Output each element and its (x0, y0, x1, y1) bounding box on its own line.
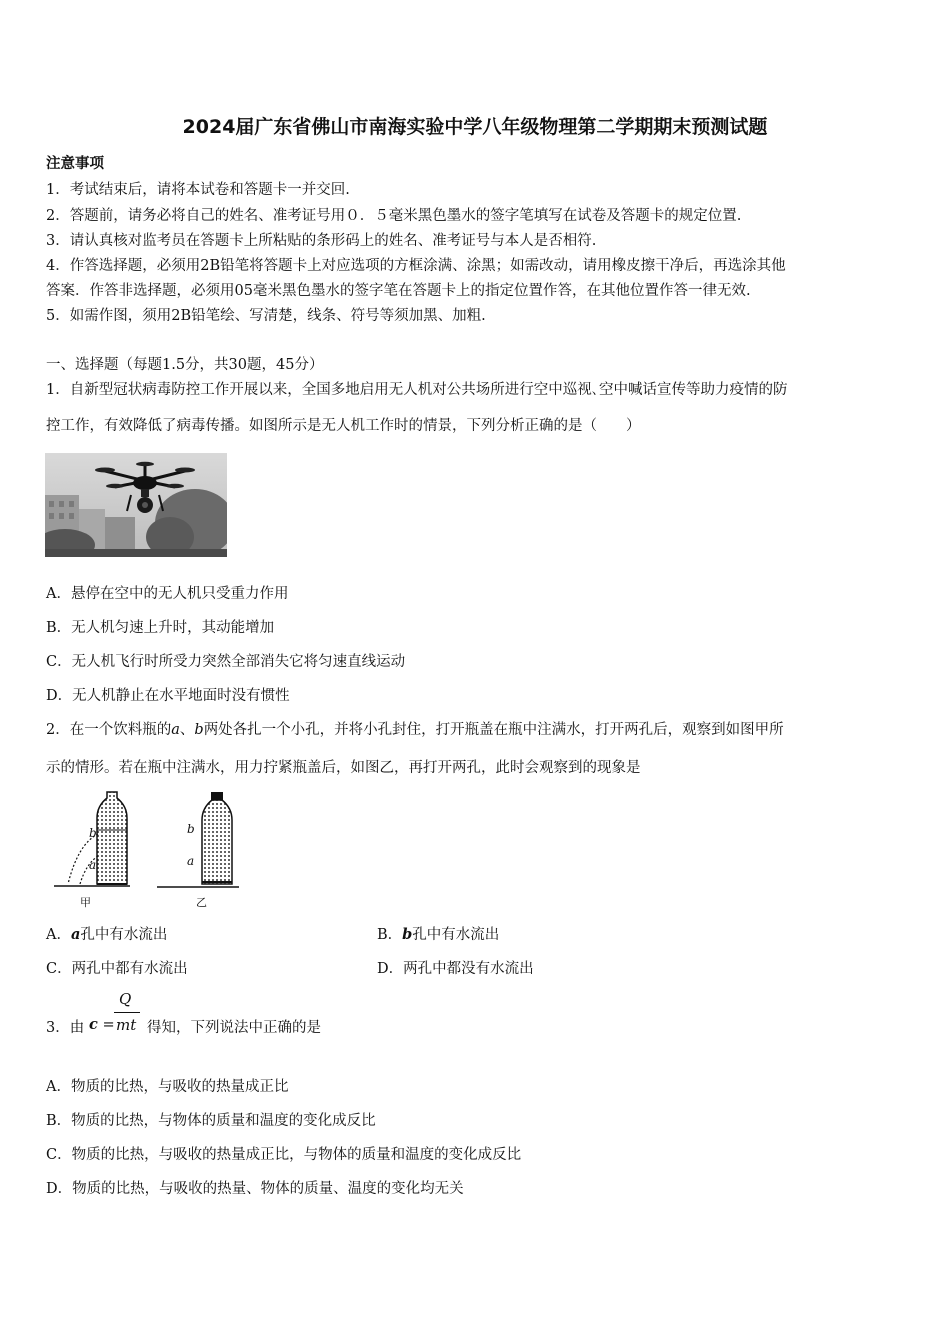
q2-option-a: A．a孔中有水流出 (46, 926, 168, 943)
label-b: b (89, 826, 97, 840)
notice-item: 3．请认真核对监考员在答题卡上所粘贴的条形码上的姓名、准考证号与本人是否相符. (46, 233, 597, 249)
q2-stem-line2: 示的情形。若在瓶中注满水，用力拧紧瓶盖后，如图乙，再打开两孔，此时会观察到的现象是 (46, 760, 641, 776)
bottle-figure-jia (52, 790, 132, 890)
q1-stem-line1: 1．自新型冠状病毒防控工作开展以来，全国多地启用无人机对公共场所进行空中巡视､空中喊话宣传等助力疫情的防 (46, 382, 788, 398)
q1-option-d: D．无人机静止在水平地面时没有惯性 (46, 688, 290, 704)
q3-formula-numerator: Q (119, 990, 132, 1008)
notice-item: 1．考试结束后，请将本试卷和答题卡一并交回. (46, 182, 350, 198)
q3-option-c: C．物质的比热，与吸收的热量成正比，与物体的质量和温度的变化成反比 (46, 1147, 522, 1163)
q2-option-d: D．两孔中都没有水流出 (377, 961, 534, 977)
section-heading: 一、选择题（每题1.5分，共30题，45分） (46, 357, 324, 373)
q3-option-b: B．物质的比热，与物体的质量和温度的变化成反比 (46, 1113, 376, 1129)
label-b: b (187, 822, 195, 836)
q3-stem-pre: 3．由 (46, 1020, 85, 1036)
q3-option-a: A．物质的比热，与吸收的热量成正比 (46, 1079, 289, 1095)
q1-stem-line2: 控工作，有效降低了病毒传播。如图所示是无人机工作时的情景，下列分析正确的是（ ） (46, 418, 641, 434)
q3-formula-denominator: mt (116, 1016, 137, 1034)
q3-fraction-bar (114, 1012, 140, 1013)
notice-item: 5．如需作图，须用2B铅笔绘、写清楚，线条、符号等须加黑、加粗. (46, 308, 486, 324)
notice-item: 答案．作答非选择题，必须用05毫米黑色墨水的签字笔在答题卡上的指定位置作答，在其他位置作答一律无效. (46, 283, 751, 299)
figure-label-jia: 甲 (80, 896, 91, 909)
q3-formula-lhs: c = (89, 1016, 115, 1033)
label-a: a (187, 854, 195, 868)
label-a: a (89, 858, 97, 872)
q2-option-c: C．两孔中都有水流出 (46, 961, 188, 977)
notice-item: 4．作答选择题，必须用2B铅笔将答题卡上对应选项的方框涂满、涂黑；如需改动，请用橡皮擦干净后，再选涂其他 (46, 258, 786, 274)
q3-stem-post: 得知，下列说法中正确的是 (147, 1020, 321, 1036)
q2-option-b: B．b孔中有水流出 (377, 926, 500, 943)
notice-item: 2．答题前，请务必将自己的姓名、准考证号用０．５毫米黑色墨水的签字笔填写在试卷及答题卡的规定位置. (46, 208, 742, 224)
q2-stem-line1: 2．在一个饮料瓶的a、b两处各扎一个小孔，并将小孔封住，打开瓶盖在瓶中注满水，打开两孔后，观察到如图甲所 (46, 722, 784, 738)
q1-option-a: A．悬停在空中的无人机只受重力作用 (46, 586, 289, 602)
page-title: 2024届广东省佛山市南海实验中学八年级物理第二学期期末预测试题 (182, 116, 768, 138)
notice-heading: 注意事项 (46, 155, 104, 172)
q3-option-d: D．物质的比热，与吸收的热量、物体的质量、温度的变化均无关 (46, 1181, 464, 1197)
drone-photo (45, 453, 227, 557)
q1-option-b: B．无人机匀速上升时，其动能增加 (46, 620, 275, 636)
bottle-figure-yi (155, 790, 245, 890)
q1-option-c: C．无人机飞行时所受力突然全部消失它将匀速直线运动 (46, 654, 406, 670)
figure-label-yi: 乙 (196, 896, 207, 909)
